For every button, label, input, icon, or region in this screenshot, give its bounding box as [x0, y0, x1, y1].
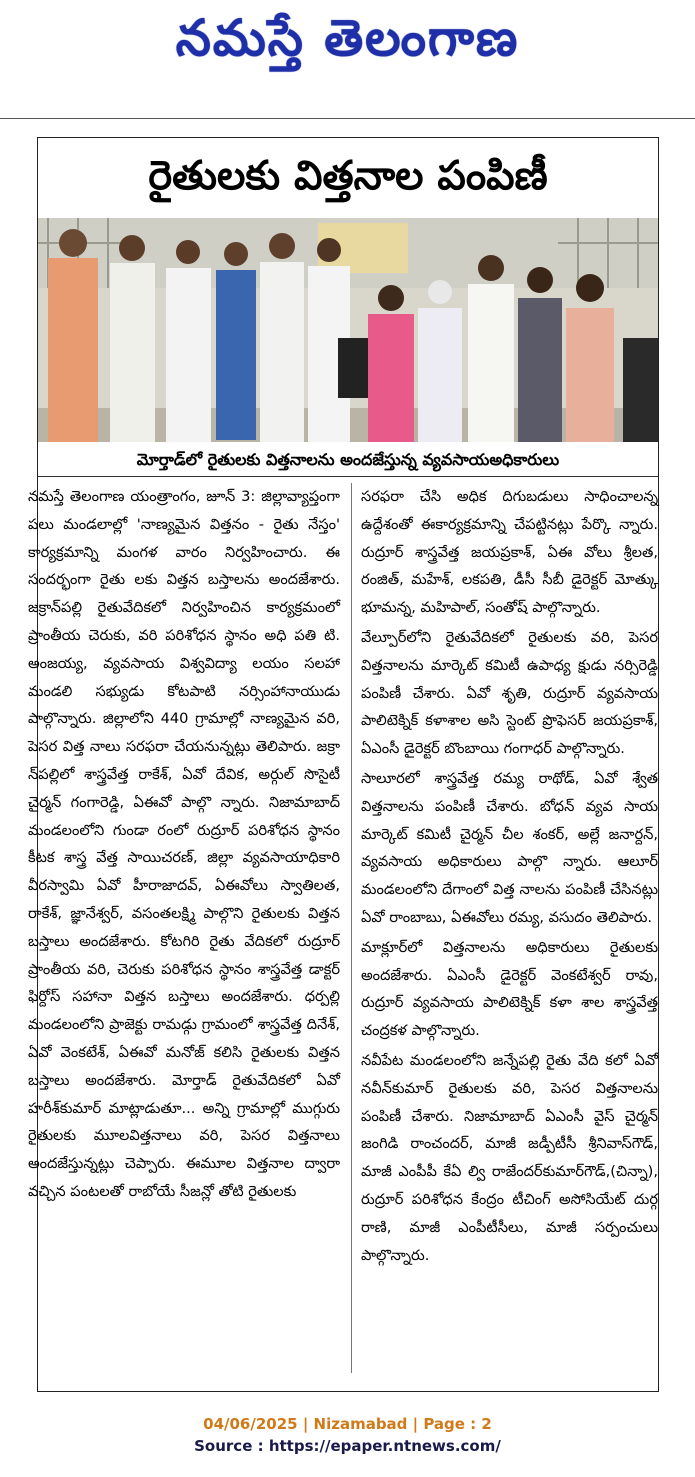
news-article [28, 137, 659, 1392]
footer-date-line: 04/06/2025 | Nizamabad | Page : 2 [203, 1415, 492, 1433]
photo-caption: మోర్తాడ్‌లో రైతులకు విత్తనాలను అందజేస్తున్న వ్యవసాయఅధికారులు [38, 444, 658, 477]
right-paragraph: నవీపేట మండలంలోని జన్నేపల్లి రైతు వేది కలో ఏవో నవీన్‌కుమార్ రైతులకు వరి, పెసర విత్తనాలను పంపిణీ చేశారు. నిజామాబాద్ ఏఎంసీ వైస్ చైర్మన్ జంగిడి రాంచందర్, మాజీ జడ్పీటీసీ శ్రీనివాస్‌గౌడ్, మాజీ ఎంపీపీ కేఏ ల్వి రాజేందర్‌కుమార్‌గౌడ్,(చిన్నా), రుద్రూర్ పరిశోధన కేంద్రం టీచింగ్ అసోసియేట్ దుర్గ రాణి, మాజీ ఎంపీటీసీలు, మాజీ సర్పంచులు పాల్గొన్నారు. [361, 1051, 658, 1264]
column-divider [351, 483, 352, 1373]
article-column-right [361, 483, 658, 1271]
group-photo-image [38, 218, 658, 442]
right-paragraph: సరఫరా చేసి అధిక దిగుబడులు సాధించాలన్న ఉద్దేశంతో ఈకార్యక్రమాన్ని చేపట్టినట్లు పేర్కొ న్నారు. రుద్రూర్ శాస్త్రవేత్త జయప్రకాశ్, ఏఈ వోలు శ్రీలత, రంజిత్, మహేశ్, లకపతి, డీసీ సీబీ డైరెక్టర్ మోత్కు భూమన్న, మహిపాల్, సంతోష్ పాల్గొన్నారు. [361, 488, 658, 617]
right-paragraph: వేల్పూర్‌లోని రైతువేదికలో రైతులకు వరి, పెసర విత్తనాలను మార్కెట్ కమిటీ ఉపాధ్య క్షుడు నర్సిరెడ్డి పంపిణీ చేశారు. ఏవో శృతి, రుద్రూర్ వ్యవసాయ పాలిటెక్నిక్ కళాశాల అసి స్టెంట్ ప్రొఫెసర్ జయప్రకాశ్, ఏఎంసీ డైరెక్టర్ బొంబాయి గంగాధర్ పాల్గొన్నారు. [361, 628, 658, 758]
footer-source-link[interactable]: Source : https://epaper.ntnews.com/ [194, 1437, 501, 1455]
masthead-rule [0, 118, 695, 119]
left-paragraph: నమస్తే తెలంగాణ యంత్రాంగం, జూన్ 3: జిల్లావ్యాప్తంగా పలు మండలాల్లో 'నాణ్యమైన విత్తనం - రైతు నేస్తం' కార్యక్రమాన్ని మంగళ వారం నిర్వహించారు. ఈ సందర్భంగా రైతు లకు విత్తన బస్తాలను అందజేశారు. జక్రాన్‌పల్లి రైతువేదికలో నిర్వహించిన కార్యక్రమంలో ప్రాంతీయ చెరుకు, వరి పరిశోధన స్థానం అధి పతి టి. అంజయ్య, వ్యవసాయ విశ్వవిద్యా లయం సలహా మండలి సభ్యుడు కోటపాటి నర్సింహానాయుడు పాల్గొన్నారు. జిల్లాలోని 440 గ్రామాల్లో నాణ్యమైన వరి, పెసర విత్త నాలు సరఫరా చేయనున్నట్లు తెలిపారు. జక్రా న్‌పల్లిలో శాస్త్రవేత్త రాకేశ్, ఏవో దేవిక, అర్గుల్ సొసైటీ చైర్మన్ గంగారెడ్డి, ఏఈవో పాల్గొ న్నారు. నిజామాబాద్ మండలంలోని గుండా రంలో రుద్రూర్ పరిశోధన స్థానం కీటక శాస్త్ర వేత్త సాయిచరణ్, జిల్లా వ్యవసాయాధికారి వీరస్వామి ఏవో హీరాజాదవ్, ఏఈవోలు స్వాతిలత, రాకేశ్, జ్ఞానేశ్వర్, వసంతలక్ష్మి పాల్గొని రైతులకు విత్తన బస్తాలు అందజేశారు. కోటగిరి రైతు వేదికలో రుద్రూర్ ప్రాంతీయ వరి, చెరుకు పరిశోధన స్థానం శాస్త్రవేత్త డాక్టర్ ఫిర్దోస్ సహానా విత్తన బస్తాలు అందజేశారు. ధర్పల్లి మండలంలోని ప్రాజెక్టు రామడ్గు గ్రామంలో శాస్త్రవేత్త దినేశ్, ఏవో వెంకటేశ్, ఏఈవో మనోజ్ కలిసి రైతులకు విత్తన బస్తాలు అందజేశారు. మోర్తాడ్ రైతువేదికలో ఏవో హరీశ్‌కుమార్ మాట్లాడుతూ... అన్ని గ్రామాల్లో ముగ్గురు రైతులకు మూలవిత్తనాలు వరి, పెసర విత్తనాలు అందజేస్తున్నట్లు చెప్పారు. ఈమూల విత్తనాల ద్వారా వచ్చిన పంటలతో రాబోయే సీజన్లో తోటి రైతులకు [28, 488, 340, 1200]
article-photo [38, 218, 658, 442]
article-headline: రైతులకు విత్తనాల పంపిణీ [148, 153, 548, 199]
article-column-left [28, 483, 344, 1208]
right-paragraph: మాక్లూర్‌లో విత్తనాలను అధికారులు రైతులకు అందజేశారు. ఏఎంసీ డైరెక్టర్ వెంకటేశ్వర్ రావు, రుద్రూర్ వ్యవసాయ పాలిటెక్నిక్ కళా శాల శాస్త్రవేత్త చంద్రకళ పాల్గొన్నారు. [361, 938, 658, 1040]
masthead [0, 0, 695, 110]
newspaper-logo: నమస్తే తెలంగాణ [175, 8, 520, 67]
right-paragraph: సాలూరలో శాస్త్రవేత్త రమ్య రాథోడ్, ఏవో శ్వేత విత్తనాలను పంపిణీ చేశారు. బోధన్ వ్యవ సాయ మార్కెట్ కమిటీ చైర్మన్ చీల శంకర్, అల్లే జనార్దన్, వ్యవసాయ అధికారులు పాల్గొ న్నారు. ఆలూర్ మండలంలోని దేగాంలో విత్త నాలను పంపిణీ చేసినట్లు ఏవో రాంబాబు, ఏఈవోలు రమ్య, వసుదం తెలిపారు. [361, 769, 658, 926]
